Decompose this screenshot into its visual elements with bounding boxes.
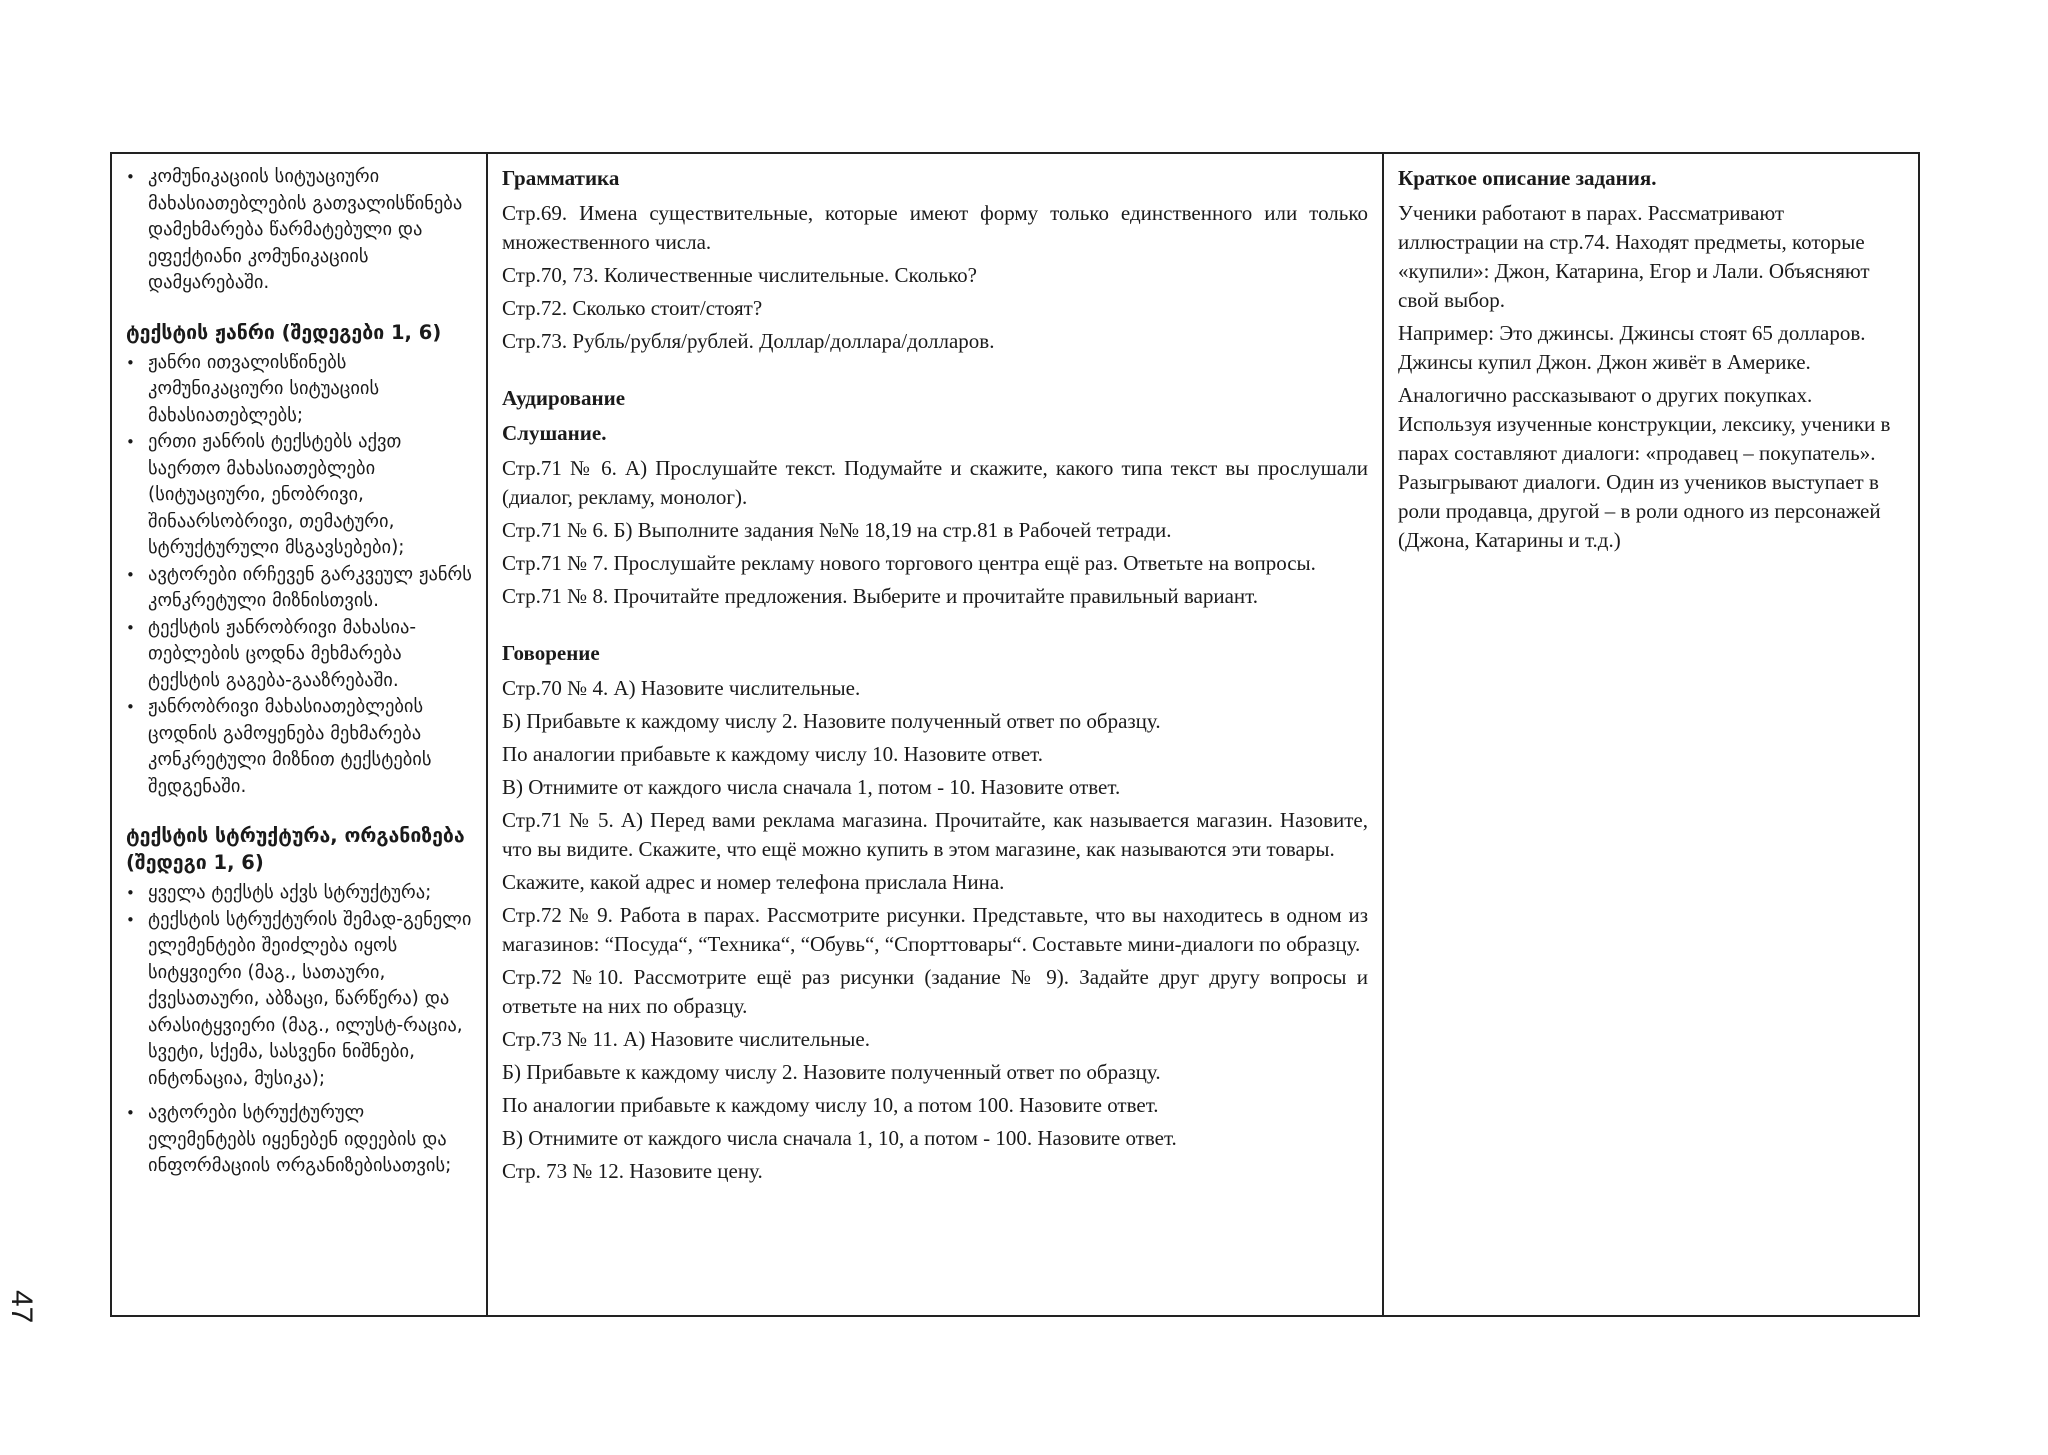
- grammar-line: Стр.72. Сколько стоит/стоят?: [502, 296, 763, 320]
- section-heading-structure: ტექსტის სტრუქტურა, ორგანიზება (შედეგი 1, 6): [126, 824, 465, 874]
- grammar-heading: Грамматика: [502, 166, 620, 190]
- list-item: • ავტორები სტრუქტურულ ელემენტებს იყენებენ იდეების და ინფორმაციის ორგანიზებისათვის;: [148, 1100, 476, 1180]
- list-item: • ტექსტის სტრუქტურის შემად-გენელი ელემენტები შეიძლება იყოს სიტყვიერი (მაგ., სათაური, ქვესათაური, აბზაცი, წარწერა) და არასიტყვიერი (მაგ., ილუსტ-რაცია, სვეტი, სქემა, სასვენი ნიშნები, ინტონაცია, მუსიკა);: [148, 907, 476, 1093]
- task-paragraph: Ученики работают в парах. Рассматривают иллюстрации на стр.74. Находят предметы, которые «купили»: Джон, Катарина, Егор и Лали. Объясняют свой выбор.: [1398, 201, 1870, 312]
- list-item: • ყველა ტექსტს აქვს სტრუქტურა;: [148, 880, 476, 907]
- intro-list: [126, 164, 476, 297]
- grammar-line: Стр.73. Рубль/рубля/рублей. Доллар/доллара/долларов.: [502, 329, 995, 353]
- speaking-line: Скажите, какой адрес и номер телефона прислала Нина.: [502, 870, 1005, 894]
- list-item: • ავტორები ირჩევენ გარკვეულ ჟანრს კონკრეტული მიზნისთვის.: [148, 562, 476, 615]
- page-number: 47: [5, 1290, 38, 1324]
- task-paragraph: Аналогично рассказывают о других покупках. Используя изученные конструкции, лексику, ученики в парах составляют диалоги: «продавец – покупатель». Разыгрывают диалоги. Один из учеников выступает в роли продавца, другой – в роли одного из персонажей (Джона, Катарины и т.д.): [1398, 383, 1891, 552]
- listening-line: Стр.71 № 6. А) Прослушайте текст. Подумайте и скажите, какого типа текст вы прослушали (диалог, рекламу, монолог).: [502, 456, 1368, 509]
- speaking-line: По аналогии прибавьте к каждому числу 10, а потом 100. Назовите ответ.: [502, 1093, 1159, 1117]
- structure-list: [126, 880, 476, 1180]
- speaking-line: Стр.71 № 5. А) Перед вами реклама магазина. Прочитайте, как называется магазин. Назовите, что вы видите. Скажите, что ещё можно купить в этом магазине, как называются эти товары.: [502, 808, 1368, 861]
- list-item: • ერთი ჟანრის ტექსტებს აქვთ საერთო მახასიათებლები (სიტუაციური, ენობრივი, შინაარსობრივი, თემატური, სტრუქტურული მსგავსებები);: [148, 429, 476, 562]
- list-item: • ტექსტის ჟანრობრივი მახასია-თებლების ცოდნა მეხმარება ტექსტის გაგება-გააზრებაში.: [148, 615, 476, 695]
- grammar-line: Стр.70, 73. Количественные числительные. Сколько?: [502, 263, 977, 287]
- listening-heading: Аудирование: [502, 386, 626, 410]
- speaking-line: Стр.72 №10. Рассмотрите ещё раз рисунки (задание № 9). Задайте друг другу вопросы и ответьте на них по образцу.: [502, 965, 1368, 1018]
- listening-line: Стр.71 № 8. Прочитайте предложения. Выберите и прочитайте правильный вариант.: [502, 584, 1258, 608]
- list-item: • კომუნიკაციის სიტუაციური მახასიათებლების გათვალისწინება დამეხმარება წარმატებული და ეფექტიანი კომუნიკაციის დამყარებაში.: [148, 164, 476, 297]
- speaking-line: Стр.72 № 9. Работа в парах. Рассмотрите рисунки. Представьте, что вы находитесь в одном из магазинов: “Посуда“, “Техника“, “Обувь“, “Спорттовары“. Составьте мини-диалоги по образцу.: [502, 903, 1368, 956]
- speaking-line: Стр.73 № 11. А) Назовите числительные.: [502, 1027, 870, 1051]
- list-item: • ჟანრი ითვალისწინებს კომუნიკაციური სიტუაციის მახასიათებლებს;: [148, 350, 476, 430]
- speaking-line: По аналогии прибавьте к каждому числу 10. Назовите ответ.: [502, 742, 1043, 766]
- lesson-table: [110, 152, 1920, 1317]
- task-description-heading: Краткое описание задания.: [1398, 166, 1657, 190]
- task-paragraph: Например: Это джинсы. Джинсы стоят 65 долларов. Джинсы купил Джон. Джон живёт в Америке.: [1398, 321, 1866, 374]
- listening-line: Стр.71 № 7. Прослушайте рекламу нового торгового центра ещё раз. Ответьте на вопросы.: [502, 551, 1316, 575]
- speaking-line: В) Отнимите от каждого числа сначала 1, потом - 10. Назовите ответ.: [502, 775, 1121, 799]
- list-item: • ჟანრობრივი მახასიათებლების ცოდნის გამოყენება მეხმარება კონკრეტული მიზნით ტექსტების შედგენაში.: [148, 694, 476, 800]
- speaking-line: Б) Прибавьте к каждому числу 2. Назовите полученный ответ по образцу.: [502, 709, 1161, 733]
- activities-column: [488, 154, 1384, 1315]
- listening-line: Стр.71 № 6. Б) Выполните задания №№ 18,19 на стр.81 в Рабочей тетради.: [502, 518, 1172, 542]
- speaking-heading: Говорение: [502, 641, 600, 665]
- speaking-line: Б) Прибавьте к каждому числу 2. Назовите полученный ответ по образцу.: [502, 1060, 1161, 1084]
- grammar-line: Стр.69. Имена существительные, которые имеют форму только единственного или только множественного числа.: [502, 201, 1368, 254]
- speaking-line: В) Отнимите от каждого числа сначала 1, 10, а потом - 100. Назовите ответ.: [502, 1126, 1177, 1150]
- speaking-line: Стр.70 № 4. А) Назовите числительные.: [502, 676, 861, 700]
- task-description-column: [1384, 154, 1918, 1315]
- genre-list: [126, 350, 476, 801]
- speaking-line: Стр. 73 № 12. Назовите цену.: [502, 1159, 763, 1183]
- section-heading-genre: ტექსტის ჟანრი (შედეგები 1, 6): [126, 320, 442, 344]
- outcomes-column: [112, 154, 488, 1315]
- listening-subheading: Слушание.: [502, 421, 607, 445]
